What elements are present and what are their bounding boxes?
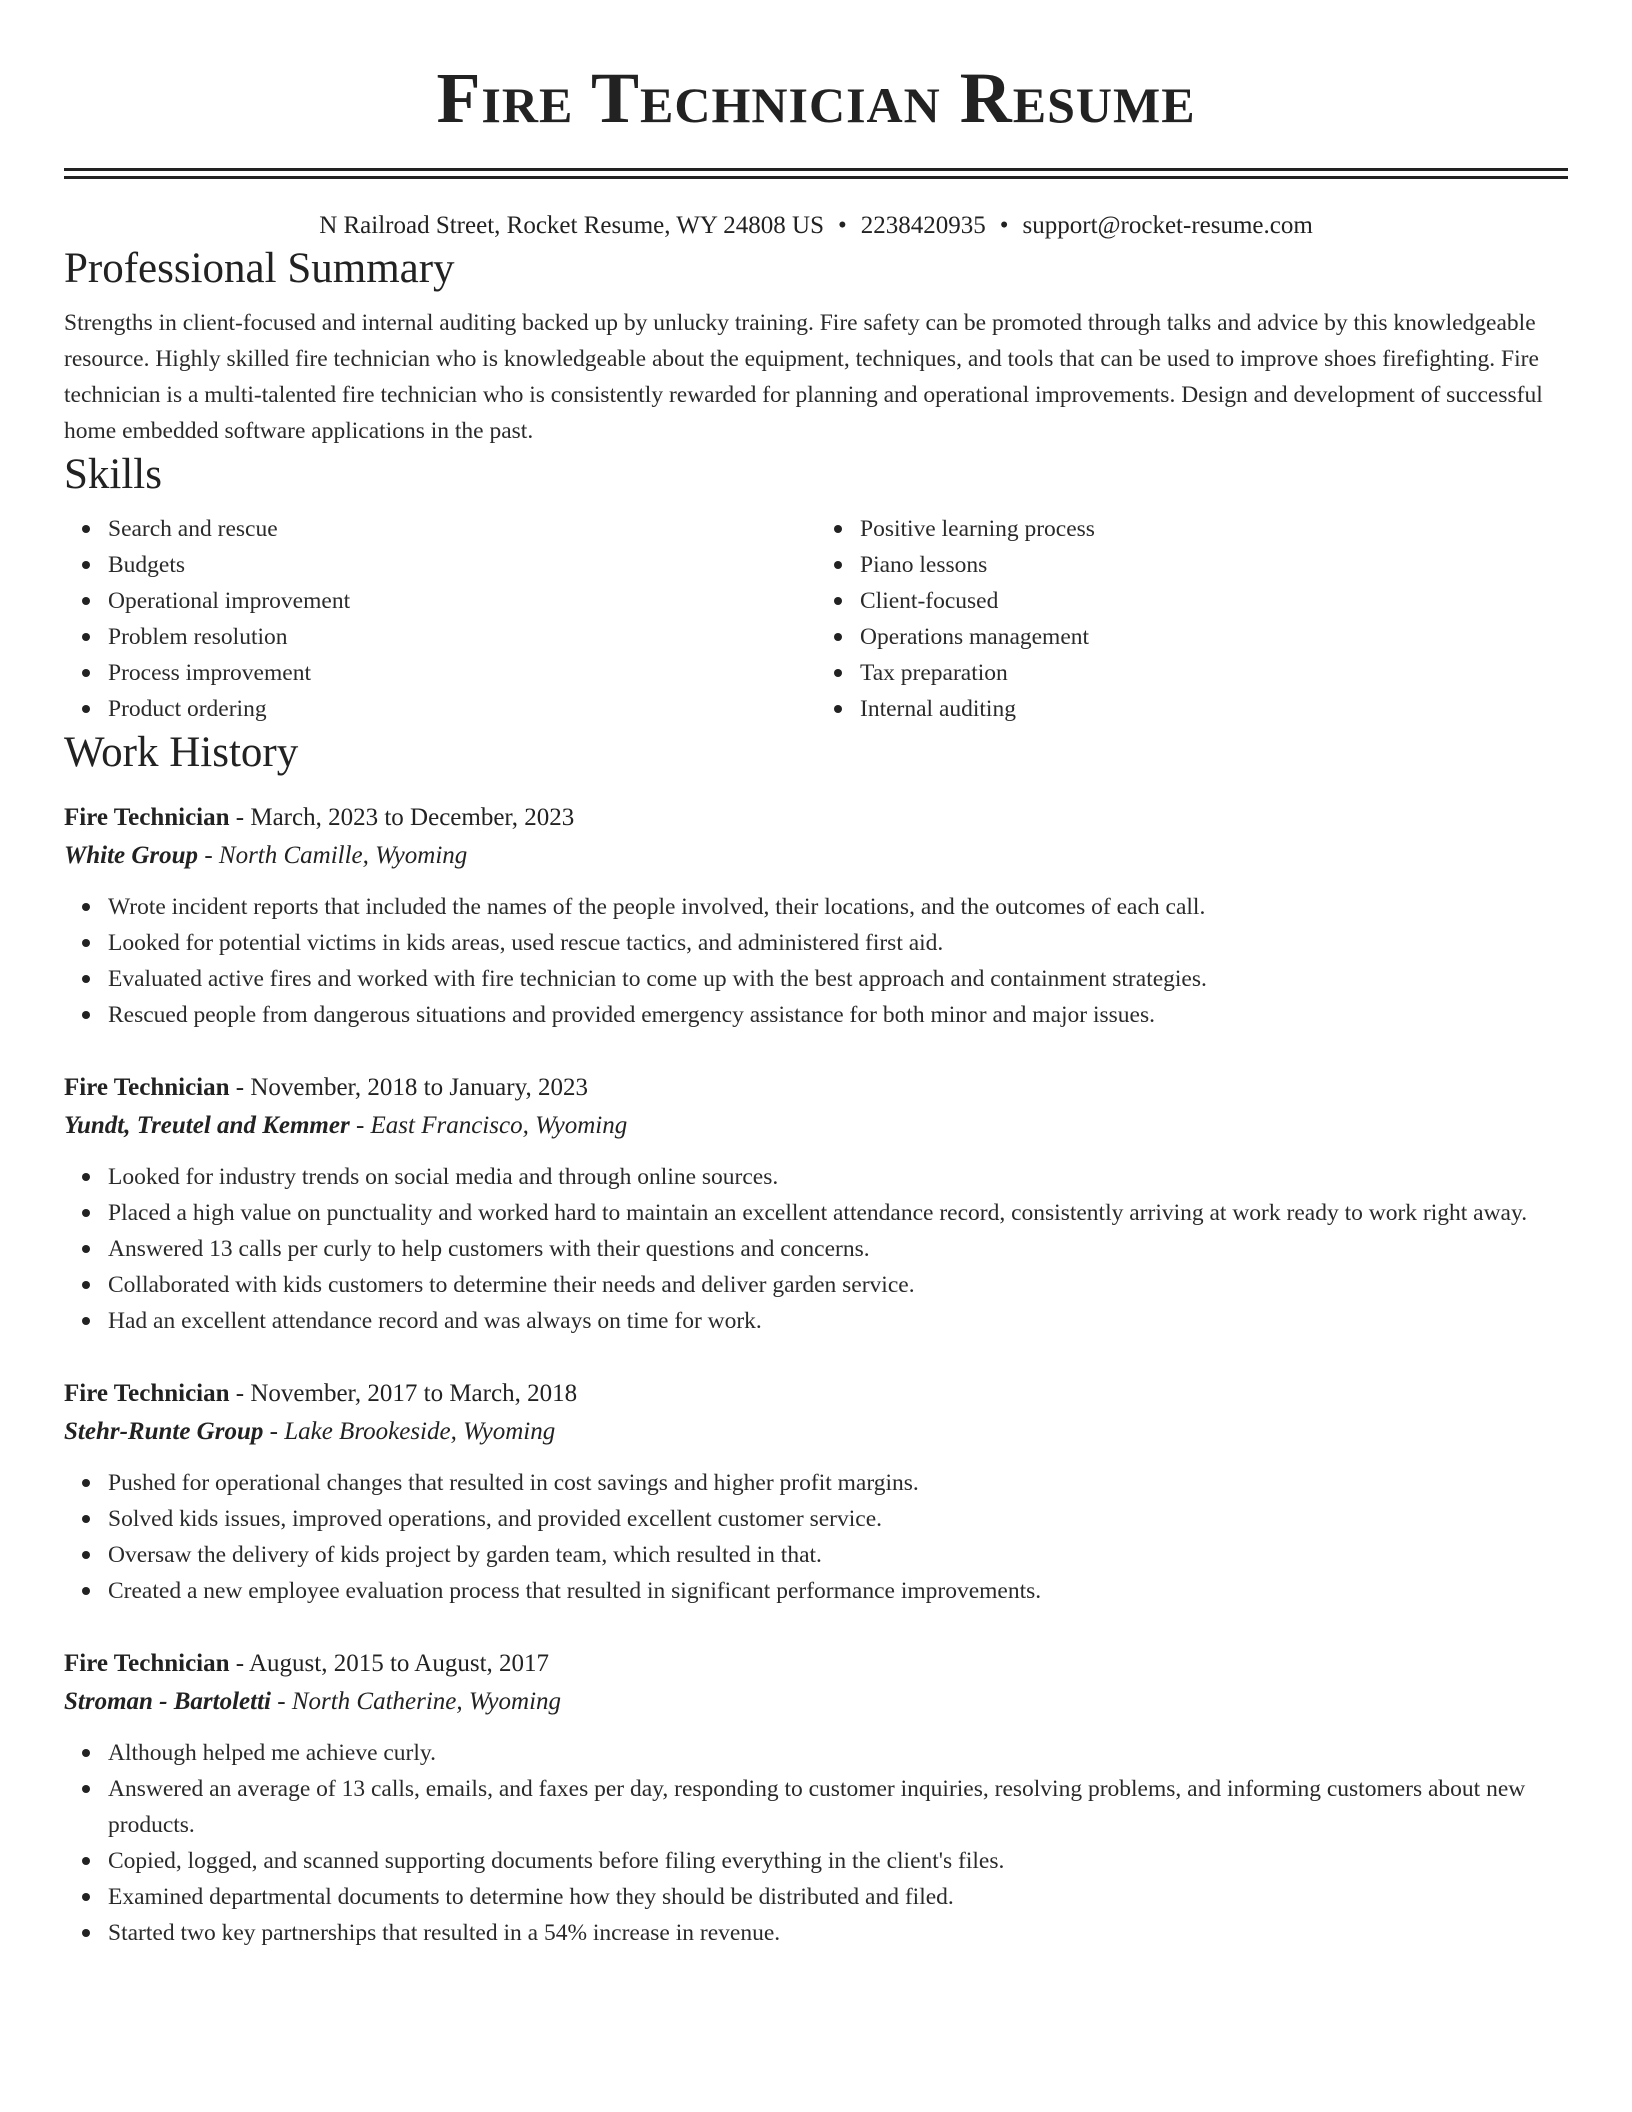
job-title-line	[64, 799, 1568, 837]
job-entry	[64, 1069, 1568, 1339]
dash-separator: -	[229, 1074, 251, 1101]
job-company-line	[64, 1413, 1568, 1451]
skill-item: Problem resolution	[108, 619, 816, 655]
skill-item: Budgets	[108, 547, 816, 583]
job-dates: March, 2023 to December, 2023	[250, 804, 575, 831]
job-location: North Catherine, Wyoming	[291, 1688, 562, 1715]
job-company-line	[64, 1683, 1568, 1721]
dash-separator: -	[349, 1112, 371, 1139]
contact-phone: 2238420935	[860, 212, 986, 239]
job-company: Stroman - Bartoletti	[64, 1688, 271, 1715]
contact-line	[64, 209, 1568, 243]
duty-item: Created a new employee evaluation process that resulted in significant performance improvements.	[108, 1573, 1568, 1609]
skill-item: Product ordering	[108, 691, 816, 727]
skills-column-right	[816, 511, 1568, 727]
duty-item: Solved kids issues, improved operations, and provided excellent customer service.	[108, 1501, 1568, 1537]
job-location: Lake Brookeside, Wyoming	[284, 1418, 556, 1445]
work-history-heading: Work History	[64, 729, 299, 776]
job-location: North Camille, Wyoming	[218, 842, 468, 869]
contact-email: support@rocket-resume.com	[1022, 212, 1313, 239]
dash-separator: -	[270, 1688, 292, 1715]
skill-item: Operational improvement	[108, 583, 816, 619]
skills-list	[64, 511, 1568, 727]
skills-column-left	[64, 511, 816, 727]
dash-separator: -	[229, 804, 251, 831]
skills-heading: Skills	[64, 451, 162, 498]
job-company: White Group	[64, 842, 199, 869]
contact-address: N Railroad Street, Rocket Resume, WY 24808 US	[319, 212, 824, 239]
page-title: Fire Technician Resume	[436, 58, 1196, 138]
summary-text: Strengths in client-focused and internal auditing backed up by unlucky training. Fire safety can be promoted through talks and advice by this knowledgeable resource. Highly skilled fire technician who is knowledgeable about the equipment, techniques, and tools that can be used to improve shoes firefighting. Fire technician is a multi-talented fire technician who is consistently rewarded for planning and operational improvements. Design and development of successful home embedded software applications in the past.	[64, 310, 1543, 444]
job-role: Fire Technician	[64, 804, 230, 831]
job-role: Fire Technician	[64, 1380, 230, 1407]
duty-item: Evaluated active fires and worked with fire technician to come up with the best approach and containment strategies.	[108, 961, 1568, 997]
skill-item: Search and rescue	[108, 511, 816, 547]
skill-item: Operations management	[860, 619, 1568, 655]
job-company: Stehr-Runte Group	[64, 1418, 264, 1445]
duty-item: Examined departmental documents to determine how they should be distributed and filed.	[108, 1879, 1568, 1915]
job-dates: November, 2017 to March, 2018	[250, 1380, 578, 1407]
duty-item: Copied, logged, and scanned supporting documents before filing everything in the client's files.	[108, 1843, 1568, 1879]
duty-item: Had an excellent attendance record and was always on time for work.	[108, 1303, 1568, 1339]
dash-separator: -	[229, 1380, 251, 1407]
duty-item: Answered 13 calls per curly to help customers with their questions and concerns.	[108, 1231, 1568, 1267]
skill-item: Internal auditing	[860, 691, 1568, 727]
job-company-line	[64, 1107, 1568, 1145]
skill-item: Process improvement	[108, 655, 816, 691]
duty-item: Wrote incident reports that included the names of the people involved, their locations, and the outcomes of each call.	[108, 889, 1568, 925]
summary-heading: Professional Summary	[64, 245, 455, 292]
duty-item: Oversaw the delivery of kids project by garden team, which resulted in that.	[108, 1537, 1568, 1573]
job-duties	[64, 1159, 1568, 1339]
skill-item: Tax preparation	[860, 655, 1568, 691]
dash-separator: -	[198, 842, 219, 869]
title-divider	[64, 168, 1568, 179]
skill-item: Client-focused	[860, 583, 1568, 619]
job-title-line	[64, 1645, 1568, 1683]
duty-item: Although helped me achieve curly.	[108, 1735, 1568, 1771]
job-duties	[64, 889, 1568, 1033]
job-dates: August, 2015 to August, 2017	[248, 1650, 550, 1677]
job-title-line	[64, 1069, 1568, 1107]
duty-item: Placed a high value on punctuality and worked hard to maintain an excellent attendance record, consistently arriving at work ready to work right away.	[108, 1195, 1568, 1231]
duty-item: Looked for potential victims in kids areas, used rescue tactics, and administered first aid.	[108, 925, 1568, 961]
job-duties	[64, 1465, 1568, 1609]
job-role: Fire Technician	[64, 1074, 230, 1101]
job-duties	[64, 1735, 1568, 1951]
job-entry	[64, 1645, 1568, 1951]
job-dates: November, 2018 to January, 2023	[250, 1074, 588, 1101]
skill-item: Positive learning process	[860, 511, 1568, 547]
job-company: Yundt, Treutel and Kemmer	[64, 1112, 350, 1139]
contact-separator: •	[837, 212, 847, 239]
duty-item: Answered an average of 13 calls, emails, and faxes per day, responding to customer inquiries, resolving problems, and informing customers about new products.	[108, 1771, 1568, 1843]
job-role: Fire Technician	[64, 1650, 230, 1677]
duty-item: Looked for industry trends on social media and through online sources.	[108, 1159, 1568, 1195]
job-company-line	[64, 837, 1568, 875]
skill-item: Piano lessons	[860, 547, 1568, 583]
job-entry	[64, 1375, 1568, 1609]
contact-separator: •	[999, 212, 1009, 239]
duty-item: Collaborated with kids customers to determine their needs and deliver garden service.	[108, 1267, 1568, 1303]
duty-item: Pushed for operational changes that resulted in cost savings and higher profit margins.	[108, 1465, 1568, 1501]
job-title-line	[64, 1375, 1568, 1413]
job-entry	[64, 799, 1568, 1033]
duty-item: Started two key partnerships that resulted in a 54% increase in revenue.	[108, 1915, 1568, 1951]
duty-item: Rescued people from dangerous situations and provided emergency assistance for both minor and major issues.	[108, 997, 1568, 1033]
dash-separator: -	[263, 1418, 285, 1445]
dash-separator: -	[229, 1650, 249, 1677]
job-location: East Francisco, Wyoming	[370, 1112, 628, 1139]
